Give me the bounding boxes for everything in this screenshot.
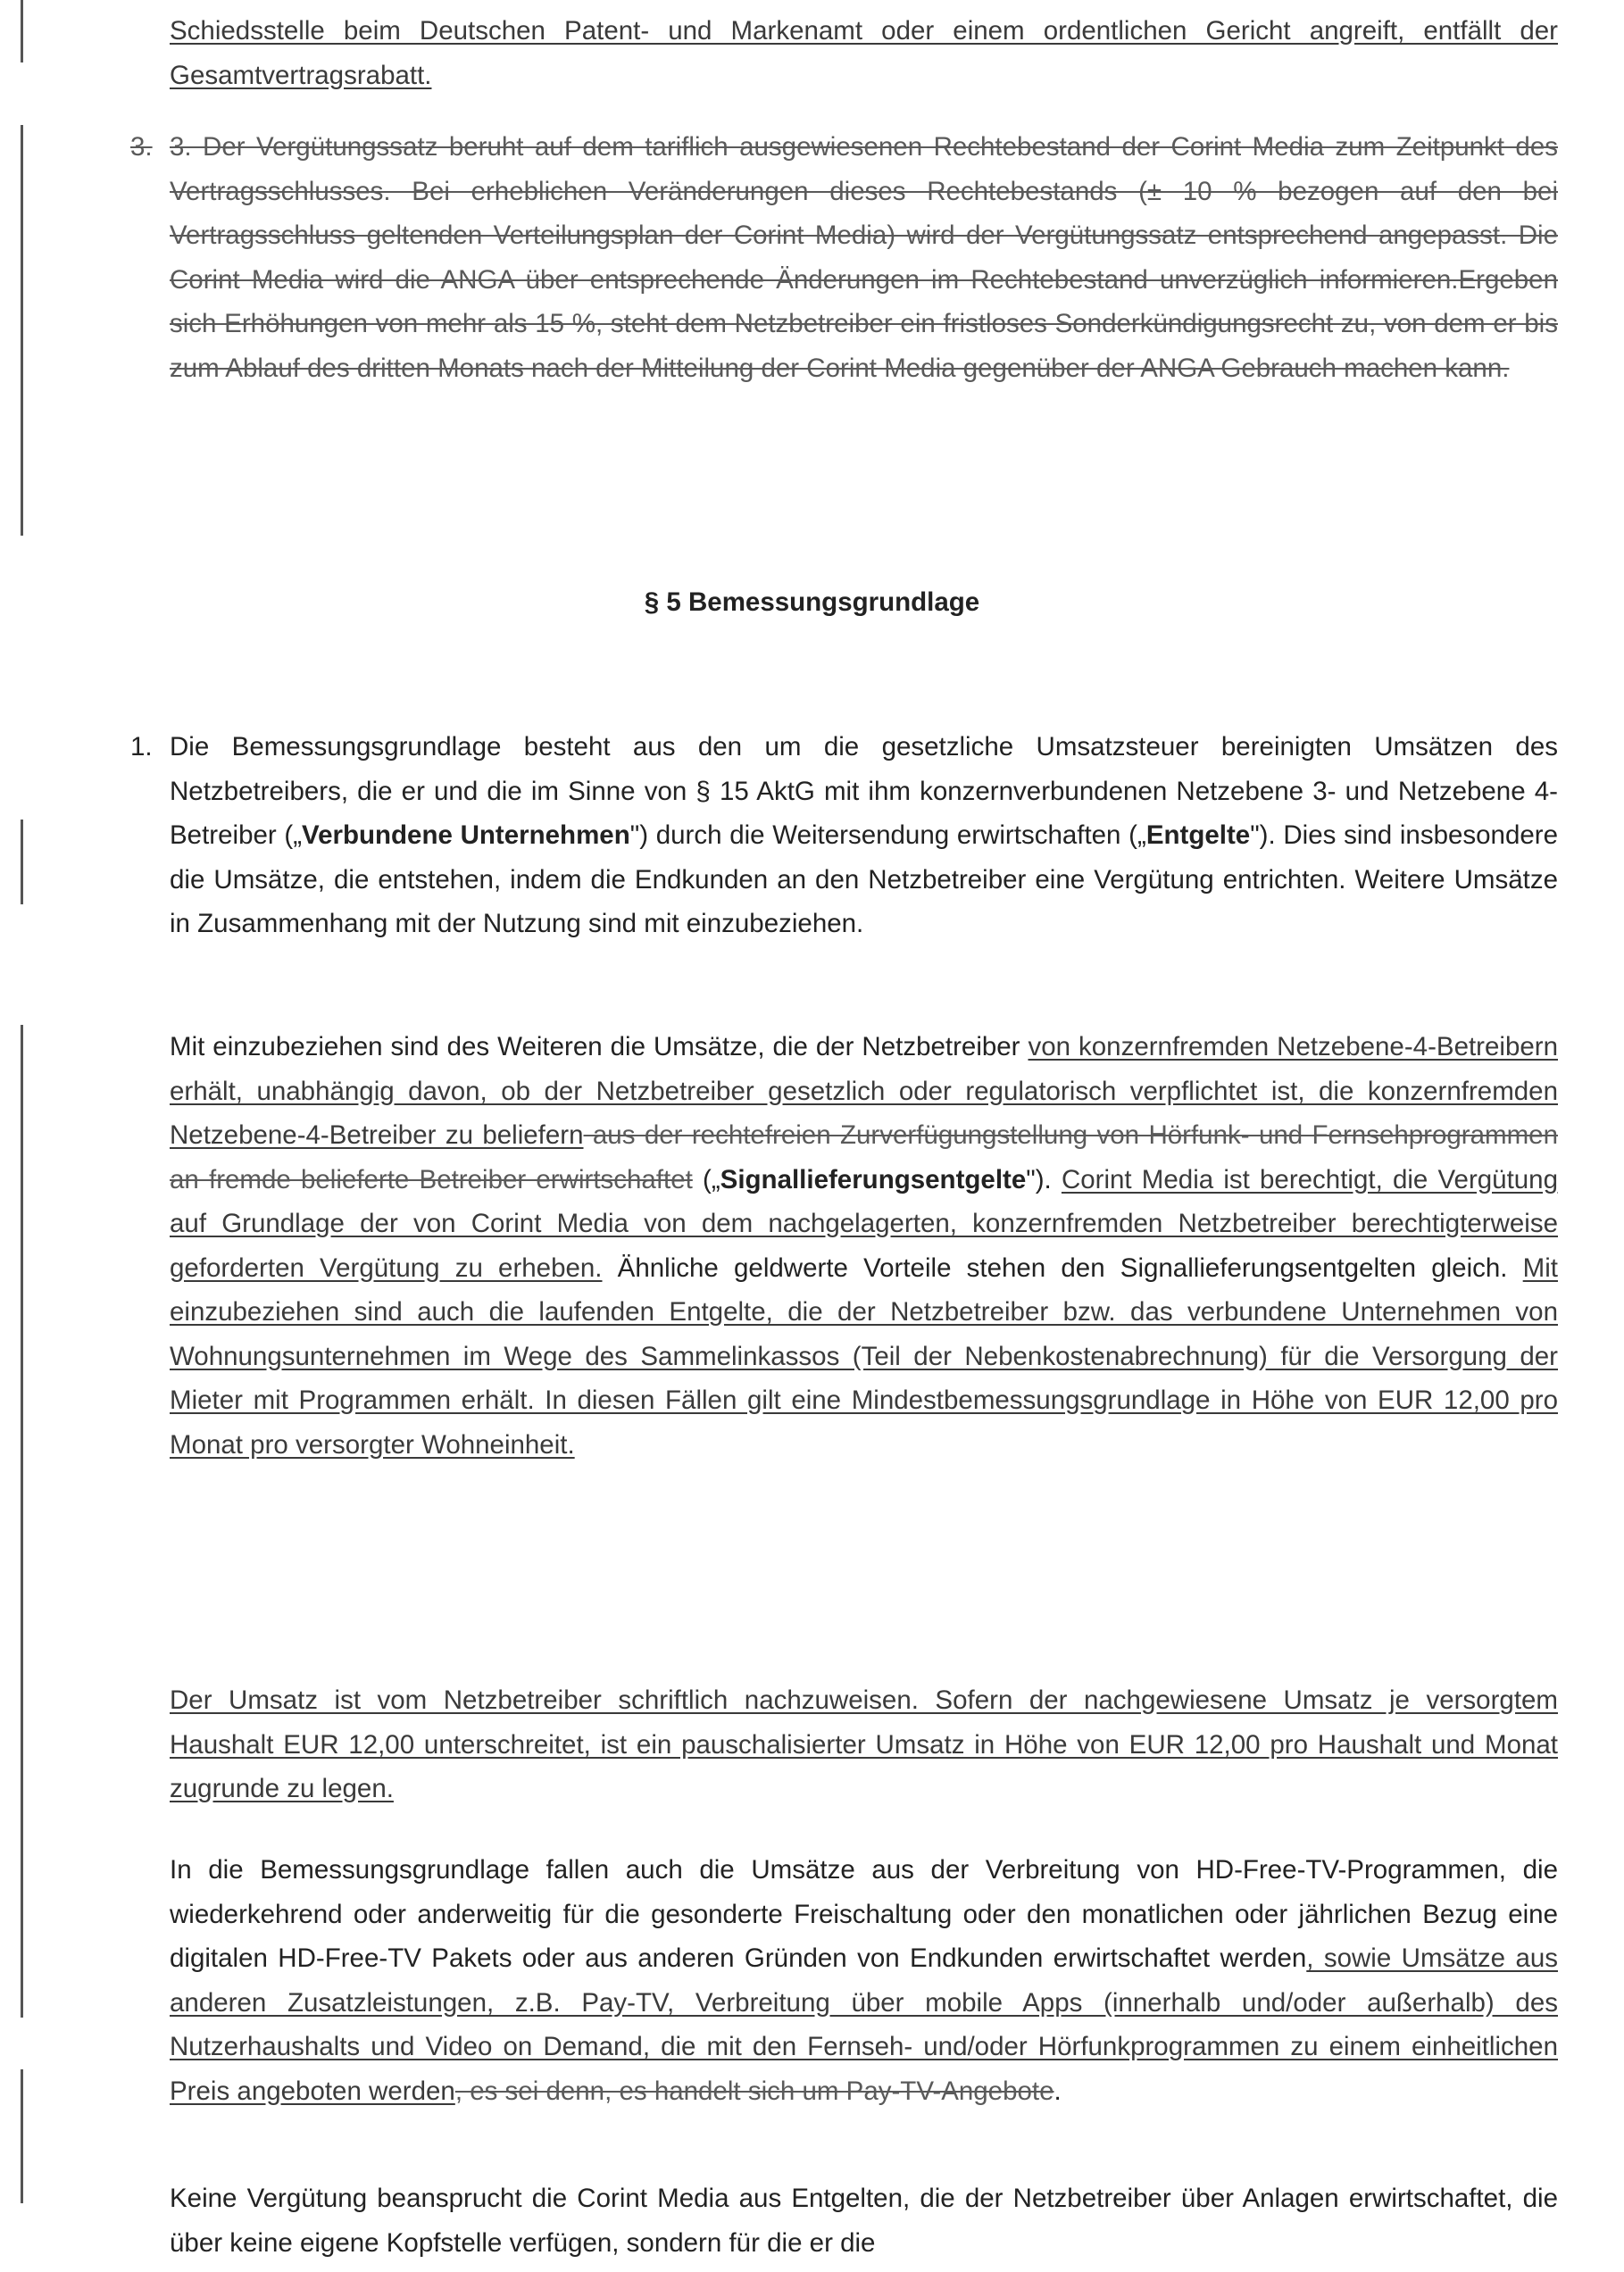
clause-3 [130,125,1558,390]
defined-term: Verbundene Unternehmen [302,820,630,850]
body-text: ") durch die Weitersendung erwirtschaften („ [629,820,1146,850]
section-heading: § 5 Bemessungsgrundlage [644,587,980,617]
inserted-text: von konzernfremden Netzebene-4-Betreibern erhält, unabhängig davon, ob der Netzbetreiber gesetzlich oder regulatorisch verpflichtet ist, die konzernfremden Netzebene-4-Betreiber zu beliefern [170,1032,1558,1150]
body-text: "). [1026,1164,1062,1194]
body-text: Ähnliche geldwerte Vorteile stehen den Signallieferungsentgelten gleich. [602,1253,1523,1283]
inserted-text: Der Umsatz ist vom Netzbetreiber schriftlich nachzuweisen. Sofern der nachgewiesene Umsatz je versorgtem Haushalt EUR 12,00 unterschreitet, ist ein pauschalisierter Umsatz in Höhe von EUR 12,00 pro Haushalt und Monat zugrunde zu legen. [170,1685,1558,1803]
body-text: Keine Vergütung beansprucht die Corint Media aus Entgelten, die der Netzbetreiber über Anlagen erwirtschaftet, die über keine eigene Kopfstelle verfügen, sondern für die er die [170,2184,1558,2258]
inserted-text: Corint Media ist berechtigt, die Vergütung auf Grundlage der von Corint Media von dem nachgelagerten, konzernfremden Netzbetreiber berechtigterweise geforderten Vergütung zu erheben. [170,1164,1558,1283]
inserted-text: Schiedsstelle beim Deutschen Patent- und Markenamt oder einem ordentlichen Gericht angreift, entfällt der Gesamtvertragsrabatt. [170,16,1558,90]
change-bar [21,2069,23,2203]
paragraph-2 [170,1025,1558,1467]
paragraph-1 [130,725,1559,946]
paragraph-4 [170,1848,1558,2113]
change-bar [21,820,23,904]
body-text: („ [692,1164,720,1194]
inserted-text: , sowie Umsätze aus anderen Zusatzleistungen, z.B. Pay-TV, Verbreitung über mobile Apps (innerhalb und/oder außerhalb) des Nutzerhaushalts und Video on Demand, die mit den Fernseh- und/oder Hörfunkprogrammen zu einem einheitlichen Preis angeboten werden [170,1943,1559,2106]
body-text: In die Bemessungsgrundlage fallen auch die Umsätze aus der Verbreitung von HD-Free-TV-Programmen, die wiederkehrend oder anderweitig für die gesonderte Freischaltung oder den monatlichen oder jährlichen Bezug eine digitalen HD-Free-TV Pakets oder aus anderen Gründen von Endkunden erwirtschaftet werden [170,1855,1558,1973]
paragraph-number: 1. [130,732,153,761]
paragraph-3 [170,1678,1558,1811]
inserted-text: Mit einzubeziehen sind auch die laufenden Entgelte, die der Netzbetreiber bzw. das verbundene Unternehmen von Wohnungsunternehmen im Wege des Sammelinkassos (Teil der Nebenkostenabrechnung) für die Versorgung der Mieter mit Programmen erhält. In diesen Fällen gilt eine Mindestbemessungsgrundlage in Höhe von EUR 12,00 pro Monat pro versorgter Wohneinheit. [170,1253,1558,1460]
deleted-text: 3. Der Vergütungssatz beruht auf dem tariflich ausgewiesenen Rechtebestand der Corint Media zum Zeitpunkt des Vertragsschlusses. Bei erheblichen Veränderungen dieses Rechtebestands (± 10 % bezogen auf den bei Vertragsschluss geltenden Verteilungsplan der Corint Media) wird der Vergütungssatz entsprechend angepasst. Die Corint Media wird die ANGA über entsprechende Änderungen im Rechtebestand unverzüglich informieren.Ergeben sich Erhöhungen von mehr als 15 %, steht dem Netzbetreiber ein fristloses Sonderkündigungsrecht zu, von dem er bis zum Ablauf des dritten Monats nach der Mitteilung der Corint Media gegenüber der ANGA Gebrauch machen kann. [170,132,1558,383]
deleted-text: aus der rechtefreien Zurverfügungstellung von Hörfunk- und Fernsehprogrammen an fremde belieferte Betreiber erwirtschaftet [170,1120,1558,1194]
change-bar [21,1025,23,2018]
change-bar [21,125,23,536]
body-text: Die Bemessungsgrundlage besteht aus den um die gesetzliche Umsatzsteuer bereinigten Umsätzen des Netzbetreibers, die er und die im Sinne von § 15 AktG mit ihm konzernverbundenen Netzebene 3- und Netzebene 4-Betreiber („ [170,732,1558,850]
defined-term: Signallieferungsentgelte [720,1164,1027,1194]
body-text: Mit einzubeziehen sind des Weiteren die Umsätze, die der Netzbetreiber [170,1032,1029,1061]
clause-number: 3. [130,132,153,162]
defined-term: Entgelte [1145,820,1251,850]
deleted-text: , es sei denn, es handelt sich um Pay-TV-Angebote [454,2076,1054,2106]
paragraph-5 [170,2176,1558,2265]
body-text: . [1054,2076,1062,2106]
body-text: "). Dies sind insbesondere die Umsätze, die entstehen, indem die Endkunden an den Netzbetreiber eine Vergütung entrichten. Weitere Umsätze in Zusammenhang mit der Nutzung sind mit einzubeziehen. [170,820,1559,938]
change-bar [21,0,23,62]
previous-clause-fragment [170,9,1558,97]
